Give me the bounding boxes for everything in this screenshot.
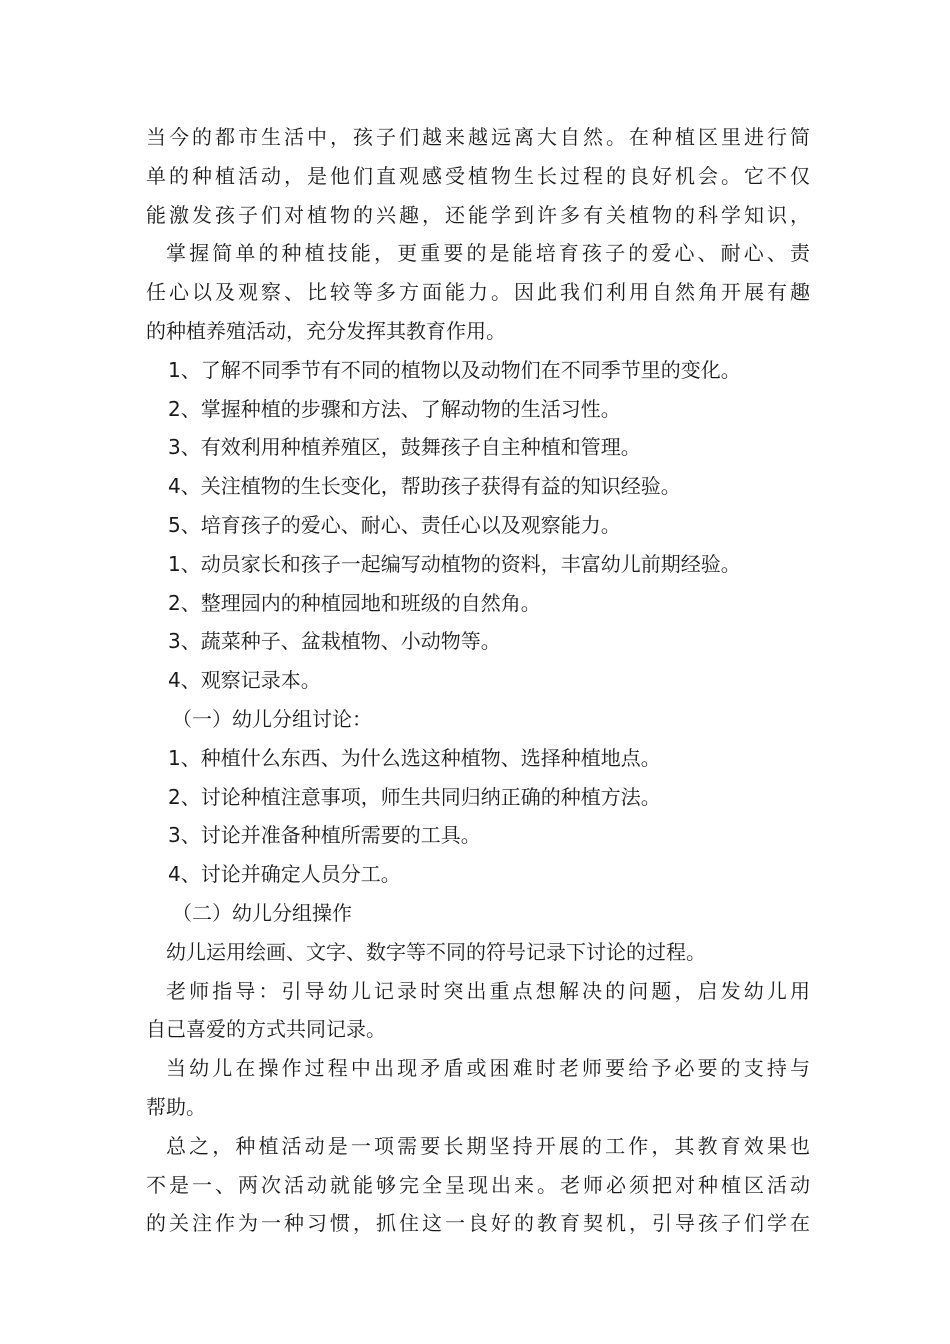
text-line: 不是一、两次活动就能够完全呈现出来。老师必须把对种植区活动: [146, 1172, 810, 1197]
list-item: 2、掌握种植的步骤和方法、了解动物的生活习性。: [168, 396, 621, 421]
section-operation: [146, 894, 810, 1127]
section-heading: （一）幼儿分组讨论：: [172, 706, 372, 731]
list-item: 4、关注植物的生长变化，帮助孩子获得有益的知识经验。: [168, 474, 681, 499]
text-line: 的种植养殖活动，充分发挥其教育作用。: [146, 318, 506, 343]
text-line: 自己喜爱的方式共同记录。: [146, 1017, 386, 1042]
text-line: 当今的都市生活中，孩子们越来越远离大自然。在种植区里进行简: [146, 125, 810, 149]
conclusion-paragraph: [146, 1127, 810, 1243]
text-line: 掌握简单的种植技能，更重要的是能培育孩子的爱心、耐心、责: [166, 241, 810, 266]
document-page: [146, 118, 810, 1243]
text-line: 帮助。: [146, 1094, 206, 1119]
purpose-paragraph: [146, 234, 810, 350]
text-line: 当幼儿在操作过程中出现矛盾或困难时老师要给予必要的支持与: [166, 1056, 810, 1081]
goals-list: [146, 351, 810, 545]
text-line: 任心以及观察、比较等多方面能力。因此我们利用自然角开展有趣: [146, 280, 810, 305]
list-item: 1、了解不同季节有不同的植物以及动物们在不同季节里的变化。: [168, 357, 741, 382]
text-line: 老师指导：引导幼儿记录时突出重点想解决的问题，启发幼儿用: [166, 978, 810, 1003]
text-line: 单的种植活动，是他们直观感受植物生长过程的良好机会。它不仅: [146, 163, 810, 188]
list-item: 5、培育孩子的爱心、耐心、责任心以及观察能力。: [168, 512, 621, 537]
list-item: 2、讨论种植注意事项，师生共同归纳正确的种植方法。: [168, 784, 661, 809]
list-item: 4、观察记录本。: [168, 668, 321, 693]
list-item: 4、讨论并确定人员分工。: [168, 862, 401, 887]
list-item: 3、有效利用种植养殖区，鼓舞孩子自主种植和管理。: [168, 435, 641, 460]
section-heading: （二）幼儿分组操作: [172, 900, 352, 925]
preparation-list: [146, 545, 810, 700]
intro-paragraph: [146, 118, 810, 234]
text-line: 幼儿运用绘画、文字、数字等不同的符号记录下讨论的过程。: [166, 939, 706, 964]
text-line: 能激发孩子们对植物的兴趣，还能学到许多有关植物的科学知识，: [146, 202, 810, 227]
list-item: 3、讨论并准备种植所需要的工具。: [168, 823, 481, 848]
list-item: 3、蔬菜种子、盆栽植物、小动物等。: [168, 629, 501, 654]
section-discussion: [146, 700, 810, 894]
list-item: 2、整理园内的种植园地和班级的自然角。: [168, 590, 541, 615]
text-line: 的关注作为一种习惯，抓住这一良好的教育契机，引导孩子们学在: [146, 1211, 810, 1236]
list-item: 1、动员家长和孩子一起编写动植物的资料，丰富幼儿前期经验。: [168, 551, 741, 576]
text-line: 总之，种植活动是一项需要长期坚持开展的工作，其教育效果也: [166, 1133, 810, 1158]
list-item: 1、种植什么东西、为什么选这种植物、选择种植地点。: [168, 745, 661, 770]
